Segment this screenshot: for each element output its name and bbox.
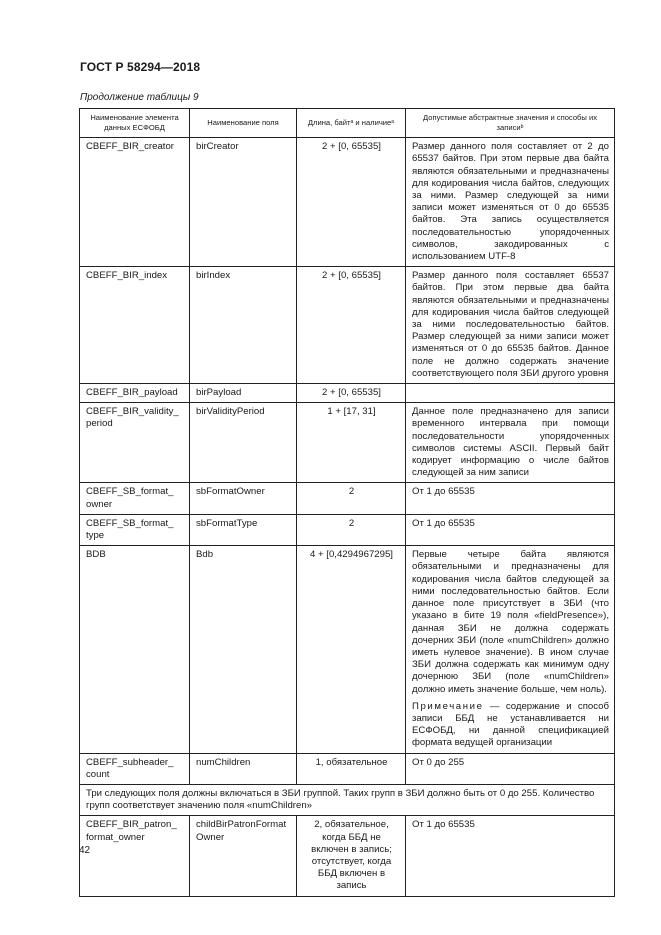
- data-elements-table: [79, 108, 615, 897]
- table-row: [80, 483, 615, 514]
- cell-description: Данное поле предназначено для записи временного интервала при помощи последовательности упорядоченных символов системы ASCII. Первый байт кодирует информацию о числе байтов следующей за ним записи: [406, 403, 615, 483]
- cell-description: От 1 до 65535: [406, 816, 615, 896]
- cell-field: sbFormatType: [190, 514, 297, 545]
- cell-field: sbFormatOwner: [190, 483, 297, 514]
- page-number: 42: [79, 845, 91, 856]
- cell-length: 2, обязательное, когда ББД не включен в запись; отсутствует, когда ББД включен в запись: [297, 816, 406, 896]
- table-row: [80, 267, 615, 384]
- cell-description: Размер данного поля составляет 65537 байтов. При этом первые два байта являются обязательными и предназначены для кодирования числа байтов следующей за ними последовательностью байтов. Размер следующей за ними записи может изменяться от 0 до 65535 байтов. Данное поле не должно содержать значение соответствующего поля ЗБИ другого уровня: [406, 267, 615, 384]
- cell-field: childBirPatronFormat Owner: [190, 816, 297, 896]
- table-caption: Продолжение таблицы 9: [80, 92, 199, 103]
- cell-element: CBEFF_BIR_creator: [80, 138, 190, 267]
- cell-description: От 0 до 255: [406, 753, 615, 784]
- cell-element: CBEFF_BIR_validity_ period: [80, 403, 190, 483]
- cell-length: 1, обязательное: [297, 753, 406, 784]
- table-row: [80, 753, 615, 784]
- cell-length: 4 + [0,4294967295]: [297, 546, 406, 753]
- column-header-length: Длина, байтᵃ и наличиеᵃ: [297, 109, 406, 138]
- note-label: Примечание: [412, 700, 484, 712]
- cell-field: birIndex: [190, 267, 297, 384]
- cell-element: CBEFF_BIR_payload: [80, 384, 190, 403]
- table-header-row: [80, 109, 615, 138]
- cell-length: 2 + [0, 65535]: [297, 138, 406, 267]
- cell-length: 2 + [0, 65535]: [297, 384, 406, 403]
- cell-element: CBEFF_SB_format_ type: [80, 514, 190, 545]
- column-header-element: Наименование элемента данных ЕСФОБД: [80, 109, 190, 138]
- cell-length: 1 + [17, 31]: [297, 403, 406, 483]
- cell-length: 2: [297, 514, 406, 545]
- cell-length: 2 + [0, 65535]: [297, 267, 406, 384]
- table-row: [80, 816, 615, 896]
- cell-field: numChildren: [190, 753, 297, 784]
- document-title: ГОСТ Р 58294—2018: [80, 60, 201, 74]
- cell-field: birCreator: [190, 138, 297, 267]
- table-row: [80, 138, 615, 267]
- table-note: Примечание — содержание и способ записи ББД не устанавливается ни ЕСФОБД, ни данной спецификацией формата ведущей организации: [412, 700, 609, 749]
- cell-description: Первые четыре байта являются обязательными и предназначены для кодирования числа байтов следующей за ними последовательностью байтов. Если данное поле присутствует в ЗБИ (что указано в бите 19 поля «fieldPresence»), данная ЗБИ не должна содержать дочерних ЗБИ (поле «numChildren» должно иметь нулевое значение). В ином случае ЗБИ должна содержать как минимум одну дочернюю ЗБИ (поле «numChildren» должно иметь значение больше, чем ноль). Примечание — содержание и способ записи ББД не устанавливается ни ЕСФОБД, ни данной спецификацией формата ведущей организации: [406, 546, 615, 753]
- column-header-field: Наименование поля: [190, 109, 297, 138]
- cell-field: birPayload: [190, 384, 297, 403]
- cell-element: CBEFF_BIR_patron_ format_owner: [80, 816, 190, 896]
- cell-length: 2: [297, 483, 406, 514]
- table-group-note-row: [80, 784, 615, 815]
- table-row: [80, 403, 615, 483]
- table-row: [80, 514, 615, 545]
- cell-element: CBEFF_subheader_ count: [80, 753, 190, 784]
- cell-element: CBEFF_SB_format_ owner: [80, 483, 190, 514]
- cell-field: Bdb: [190, 546, 297, 753]
- cell-description: От 1 до 65535: [406, 483, 615, 514]
- cell-field: birValidityPeriod: [190, 403, 297, 483]
- cell-description: Размер данного поля составляет от 2 до 65537 байтов. При этом первые два байта являются обязательными и предназначены для кодирования числа байтов, следующих за ними. Размер следующей за ними записи может изменяться от 0 до 65535 байтов. Эта запись осуществляется последовательностью упорядоченных символов, закодированных с использованием UTF-8: [406, 138, 615, 267]
- column-header-values: Допустимые абстрактные значения и способы их записиᵇ: [406, 109, 615, 138]
- table-row: [80, 546, 615, 753]
- cell-description: От 1 до 65535: [406, 514, 615, 545]
- cell-element: BDB: [80, 546, 190, 753]
- table-row: [80, 384, 615, 403]
- group-note: Три следующих поля должны включаться в ЗБИ группой. Таких групп в ЗБИ должно быть от 0 до 255. Количество групп соответствует значению поля «numChildren»: [80, 784, 615, 815]
- cell-element: CBEFF_BIR_index: [80, 267, 190, 384]
- cell-description: [406, 384, 615, 403]
